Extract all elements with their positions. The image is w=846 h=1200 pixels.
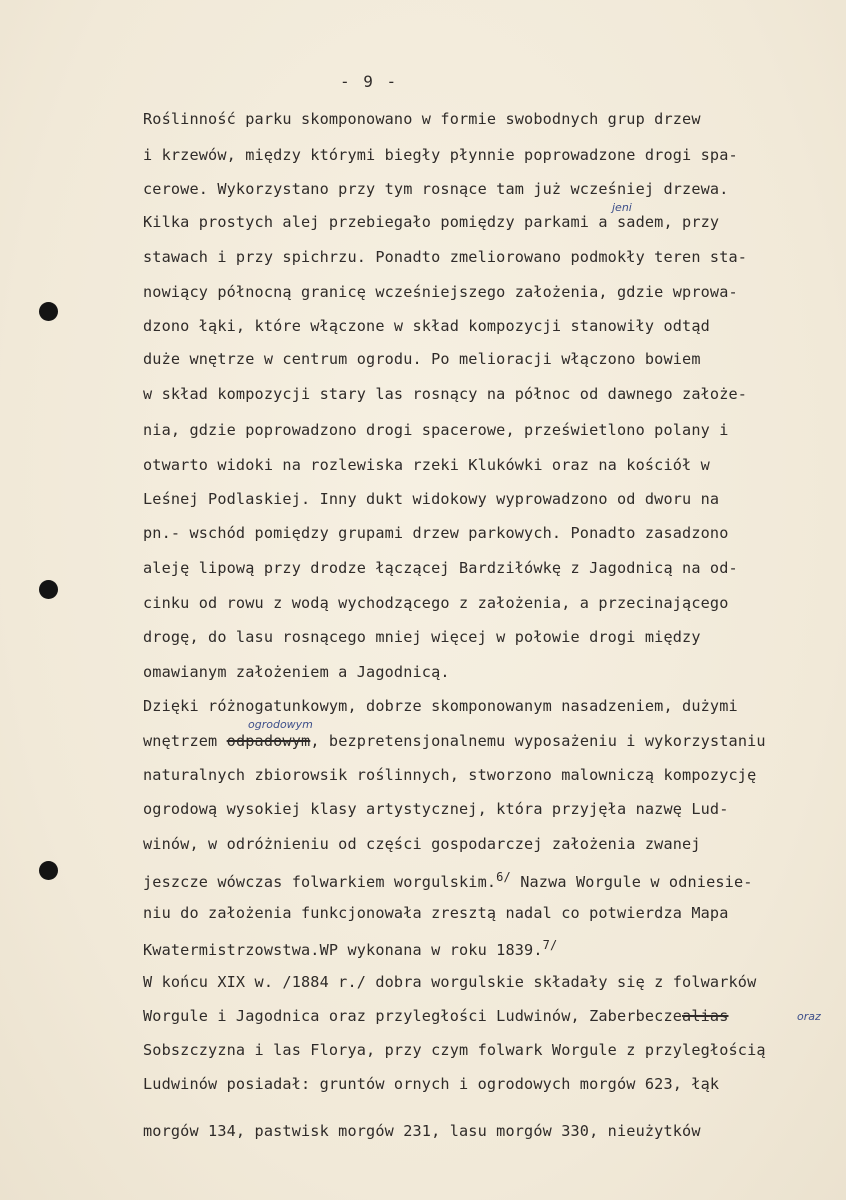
handwritten-note-ogrodowym: ogrodowym: [248, 718, 313, 731]
footnote-ref-6: 6/: [496, 870, 511, 884]
footnote-ref-7: 7/: [542, 938, 558, 952]
text-line: Ludwinów posiadał: gruntów ornych i ogrodowych morgów 623, łąk: [143, 1075, 720, 1093]
text-line: Kilka prostych alej przebiegało pomiędzy parkami a sadem, przy: [143, 213, 720, 231]
text-line-footnote-7: [143, 938, 557, 959]
text-line: Roślinność parku skomponowano w formie swobodnych grup drzew: [143, 110, 701, 128]
handwritten-note-oraz: oraz: [797, 1010, 821, 1023]
text-line: aleję lipową przy drodze łączącej Bardziłówkę z Jagodnicą na od-: [143, 559, 738, 577]
text-line-wnetrzem: [143, 732, 766, 750]
text-segment: Worgule i Jagodnica oraz przyległości Ludwinów, Zaberbecze: [143, 1007, 683, 1025]
text-line: Sobszczyzna i las Florya, przy czym folwark Worgule z przyległością: [143, 1041, 766, 1059]
text-line: omawianym założeniem a Jagodnicą.: [143, 663, 450, 681]
punch-hole-middle: [39, 580, 58, 599]
text-segment: Nazwa Worgule w odniesie-: [510, 873, 753, 891]
text-line: w skład kompozycji stary las rosnący na północ od dawnego założe-: [143, 385, 748, 403]
text-segment: wnętrzem: [143, 732, 218, 750]
struck-word: alias: [682, 1007, 729, 1025]
text-line-zaberbecze: [143, 1007, 729, 1025]
page-number: - 9 -: [340, 72, 399, 91]
text-line: Dzięki różnogatunkowym, dobrze skomponowanym nasadzeniem, dużymi: [143, 697, 738, 715]
text-segment: Kwatermistrzowstwa.WP wykonana w roku 1839.: [143, 941, 543, 959]
text-segment: jeszcze wówczas folwarkiem worgulskim.: [143, 873, 497, 891]
text-line: niu do założenia funkcjonowała zresztą nadal co potwierdza Mapa: [143, 904, 729, 922]
text-line-footnote-6: [143, 870, 753, 891]
text-line: i krzewów, między którymi biegły płynnie poprowadzone drogi spa-: [143, 146, 738, 164]
text-line: duże wnętrze w centrum ogrodu. Po melioracji włączono bowiem: [143, 350, 701, 368]
text-line: cinku od rowu z wodą wychodzącego z założenia, a przecinającego: [143, 594, 729, 612]
text-line: cerowe. Wykorzystano przy tym rosnące tam już wcześniej drzewa.: [143, 180, 729, 198]
text-line: drogę, do lasu rosnącego mniej więcej w połowie drogi między: [143, 628, 701, 646]
text-line: Leśnej Podlaskiej. Inny dukt widokowy wyprowadzono od dworu na: [143, 490, 720, 508]
struck-word: odpadowym: [226, 732, 311, 750]
text-line: dzono łąki, które włączone w skład kompozycji stanowiły odtąd: [143, 317, 710, 335]
text-line: ogrodową wysokiej klasy artystycznej, która przyjęła nazwę Lud-: [143, 800, 729, 818]
text-line: nia, gdzie poprowadzono drogi spacerowe, prześwietlono polany i: [143, 421, 729, 439]
text-line: stawach i przy spichrzu. Ponadto zmeliorowano podmokły teren sta-: [143, 248, 748, 266]
text-line: winów, w odróżnieniu od części gospodarczej założenia zwanej: [143, 835, 701, 853]
text-line: morgów 134, pastwisk morgów 231, lasu morgów 330, nieużytków: [143, 1122, 701, 1140]
punch-hole-top: [39, 302, 58, 321]
text-segment: , bezpretensjonalnemu wyposażeniu i wykorzystaniu: [310, 732, 766, 750]
text-line: naturalnych zbiorowsik roślinnych, stworzono malowniczą kompozycję: [143, 766, 757, 784]
text-line: pn.- wschód pomiędzy grupami drzew parkowych. Ponadto zasadzono: [143, 524, 729, 542]
text-line: nowiący północną granicę wcześniejszego założenia, gdzie wprowa-: [143, 283, 738, 301]
handwritten-note-jeni: jeni: [612, 201, 632, 214]
text-line: otwarto widoki na rozlewiska rzeki Klukówki oraz na kościół w: [143, 456, 710, 474]
punch-hole-bottom: [39, 861, 58, 880]
text-line: W końcu XIX w. /1884 r./ dobra worgulskie składały się z folwarków: [143, 973, 757, 991]
